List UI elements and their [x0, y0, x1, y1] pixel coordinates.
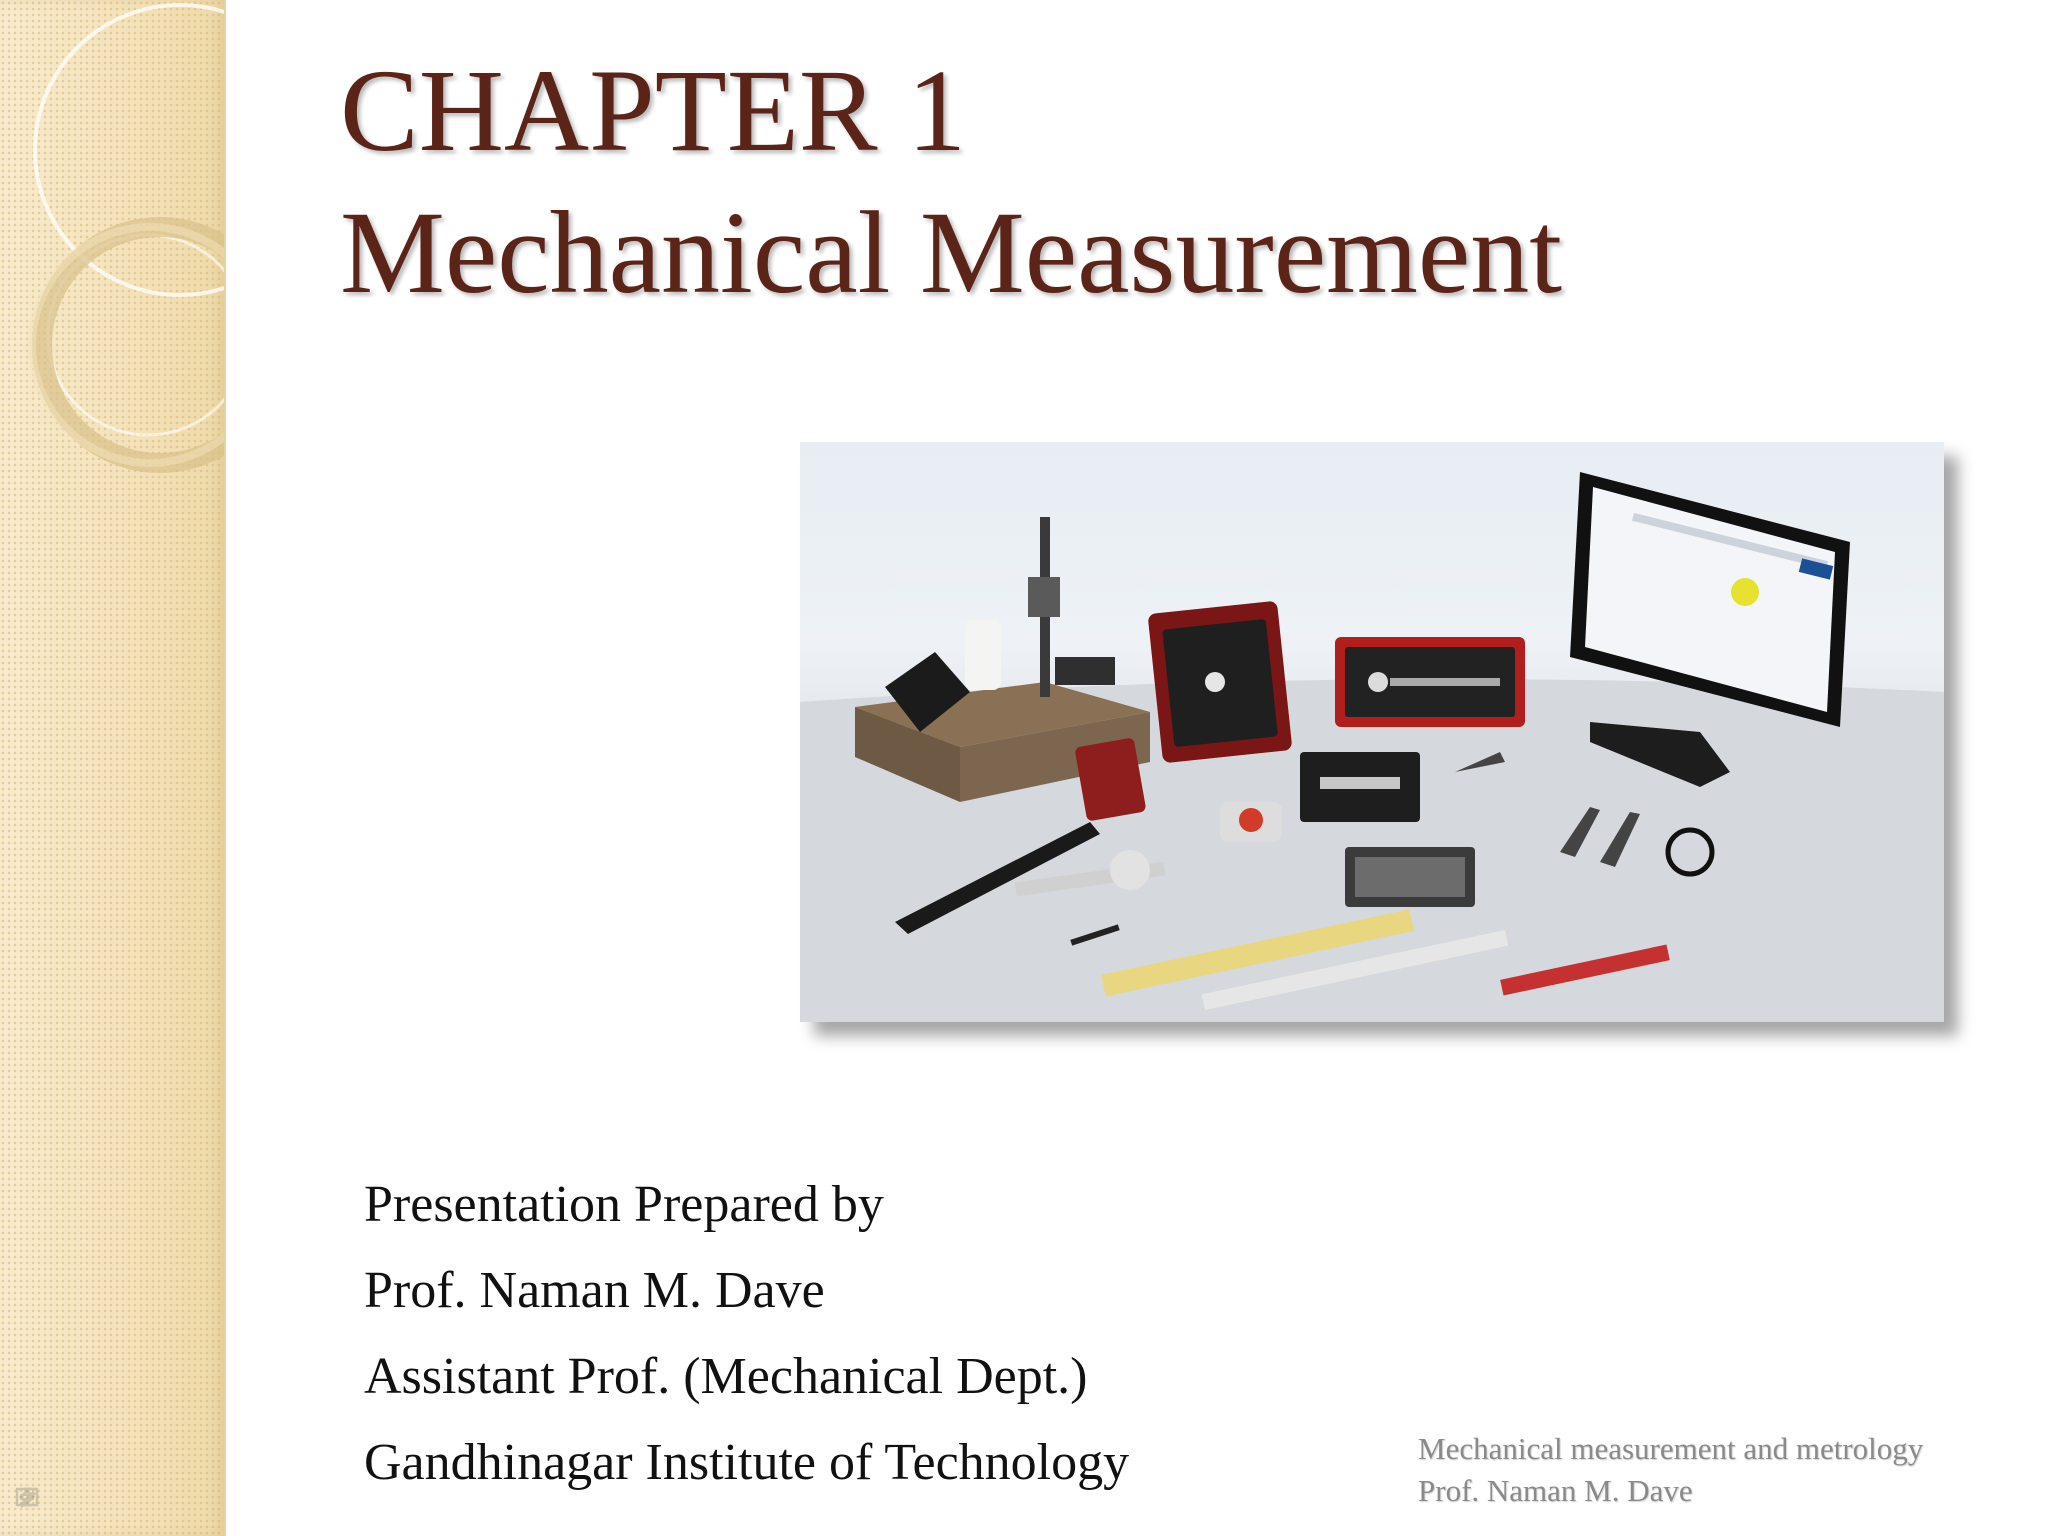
slide-title	[340, 40, 1562, 324]
footer-author: Prof. Naman M. Dave	[1418, 1473, 1693, 1508]
slide-footer	[1418, 1428, 1923, 1512]
decorative-circles-icon	[0, 0, 224, 1536]
author-position: Assistant Prof. (Mechanical Dept.)	[364, 1348, 1088, 1405]
decorative-sidebar	[0, 0, 226, 1536]
measuring-instruments-illustration-icon	[800, 442, 1944, 1022]
prepared-by-label: Presentation Prepared by	[364, 1176, 884, 1233]
institution-name: Gandhinagar Institute of Technology	[364, 1434, 1130, 1491]
menu-icon[interactable]	[110, 1484, 136, 1510]
author-credits	[364, 1162, 1129, 1506]
slide-navigation	[14, 1484, 184, 1510]
chapter-label: CHAPTER 1	[340, 45, 967, 176]
footer-course-title: Mechanical measurement and metrology	[1418, 1431, 1924, 1466]
author-name: Prof. Naman M. Dave	[364, 1262, 825, 1319]
measuring-instruments-photo	[800, 442, 1944, 1022]
pen-icon[interactable]	[62, 1484, 88, 1510]
next-slide-icon[interactable]	[158, 1484, 184, 1510]
chapter-title: Mechanical Measurement	[340, 187, 1563, 318]
